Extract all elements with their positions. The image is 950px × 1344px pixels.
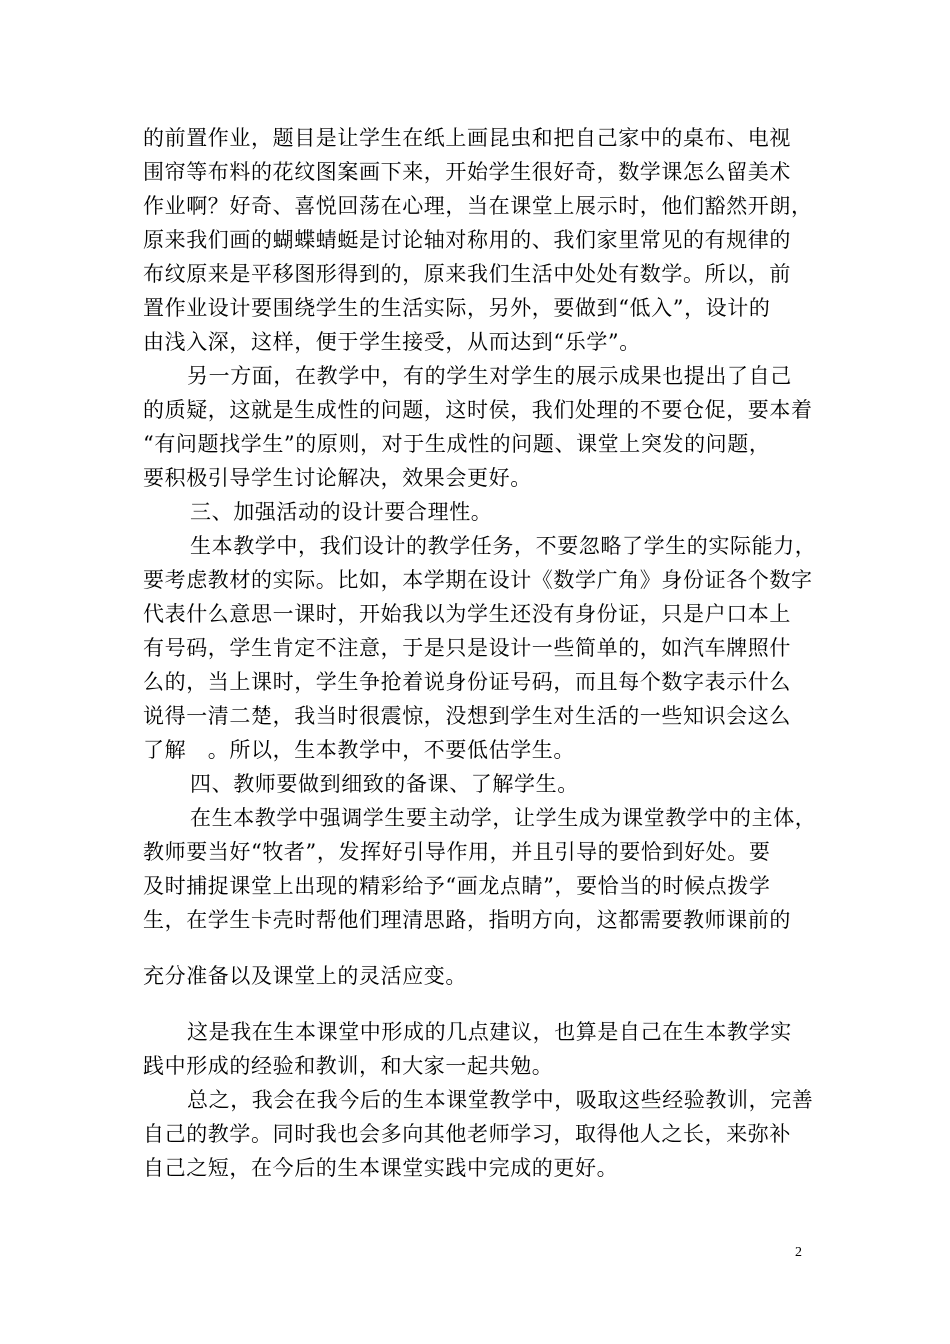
text-line: 置作业设计要围绕学生的生活实际，另外，要做到“低入”，设计的 xyxy=(143,296,771,320)
text-line: 及时捕捉课堂上出现的精彩给予“画龙点睛”，要恰当的时候点拨学 xyxy=(143,874,771,898)
text-line: 在生本教学中强调学生要主动学，让学生成为课堂教学中的主体， xyxy=(190,806,817,830)
text-line: 践中形成的经验和教训，和大家一起共勉。 xyxy=(143,1054,554,1078)
text-line: 布纹原来是平移图形得到的，原来我们生活中处处有数学。所以，前 xyxy=(143,262,791,286)
text-line: 教师要当好“牧者”，发挥好引导作用，并且引导的要恰到好处。要 xyxy=(143,840,771,864)
text-line: 的质疑，这就是生成性的问题，这时侯，我们处理的不要仓促，要本着 xyxy=(143,398,813,422)
text-line: 了解 。所以，生本教学中，不要低估学生。 xyxy=(143,738,575,762)
text-line: “有问题找学生”的原则，对于生成性的问题、课堂上突发的问题， xyxy=(143,432,771,456)
text-line: 自己的教学。同时我也会多向其他老师学习，取得他人之长，来弥补 xyxy=(143,1122,791,1146)
section-heading: 四、教师要做到细致的备课、了解学生。 xyxy=(190,772,579,796)
text-line: 生，在学生卡壳时帮他们理清思路，指明方向，这都需要教师课前的 xyxy=(143,908,791,932)
text-line: 么的，当上课时，学生争抢着说身份证号码，而且每个数字表示什么 xyxy=(143,670,791,694)
text-line: 自己之短，在今后的生本课堂实践中完成的更好。 xyxy=(143,1156,619,1180)
text-line: 总之，我会在我今后的生本课堂教学中，吸取这些经验教训，完善 xyxy=(187,1088,814,1112)
text-line: 有号码，学生肯定不注意，于是只是设计一些简单的，如汽车牌照什 xyxy=(143,636,791,660)
section-heading: 三、加强活动的设计要合理性。 xyxy=(190,500,493,524)
text-line: 作业啊？好奇、喜悦回荡在心理，当在课堂上展示时，他们豁然开朗， xyxy=(143,194,813,218)
text-line: 的前置作业，题目是让学生在纸上画昆虫和把自己家中的桌布、电视 xyxy=(143,126,791,150)
text-line: 要考虑教材的实际。比如，本学期在设计《数学广角》身份证各个数字 xyxy=(143,568,813,592)
text-line: 另一方面，在教学中，有的学生对学生的展示成果也提出了自己 xyxy=(187,364,792,388)
text-line: 由浅入深，这样，便于学生接受，从而达到“乐学”。 xyxy=(143,330,641,354)
text-line: 要积极引导学生讨论解决，效果会更好。 xyxy=(143,466,532,490)
page-number: 2 xyxy=(795,1245,802,1260)
text-line: 生本教学中，我们设计的教学任务，不要忽略了学生的实际能力， xyxy=(190,534,817,558)
text-line: 充分准备以及课堂上的灵活应变。 xyxy=(143,964,467,988)
text-line: 这是我在生本课堂中形成的几点建议，也算是自己在生本教学实 xyxy=(187,1020,792,1044)
text-line: 说得一清二楚，我当时很震惊，没想到学生对生活的一些知识会这么 xyxy=(143,704,791,728)
text-line: 原来我们画的蝴蝶蜻蜓是讨论轴对称用的、我们家里常见的有规律的 xyxy=(143,228,791,252)
text-line: 代表什么意思一课时，开始我以为学生还没有身份证，只是户口本上 xyxy=(143,602,791,626)
text-line: 围帘等布料的花纹图案画下来，开始学生很好奇，数学课怎么留美术 xyxy=(143,160,791,184)
